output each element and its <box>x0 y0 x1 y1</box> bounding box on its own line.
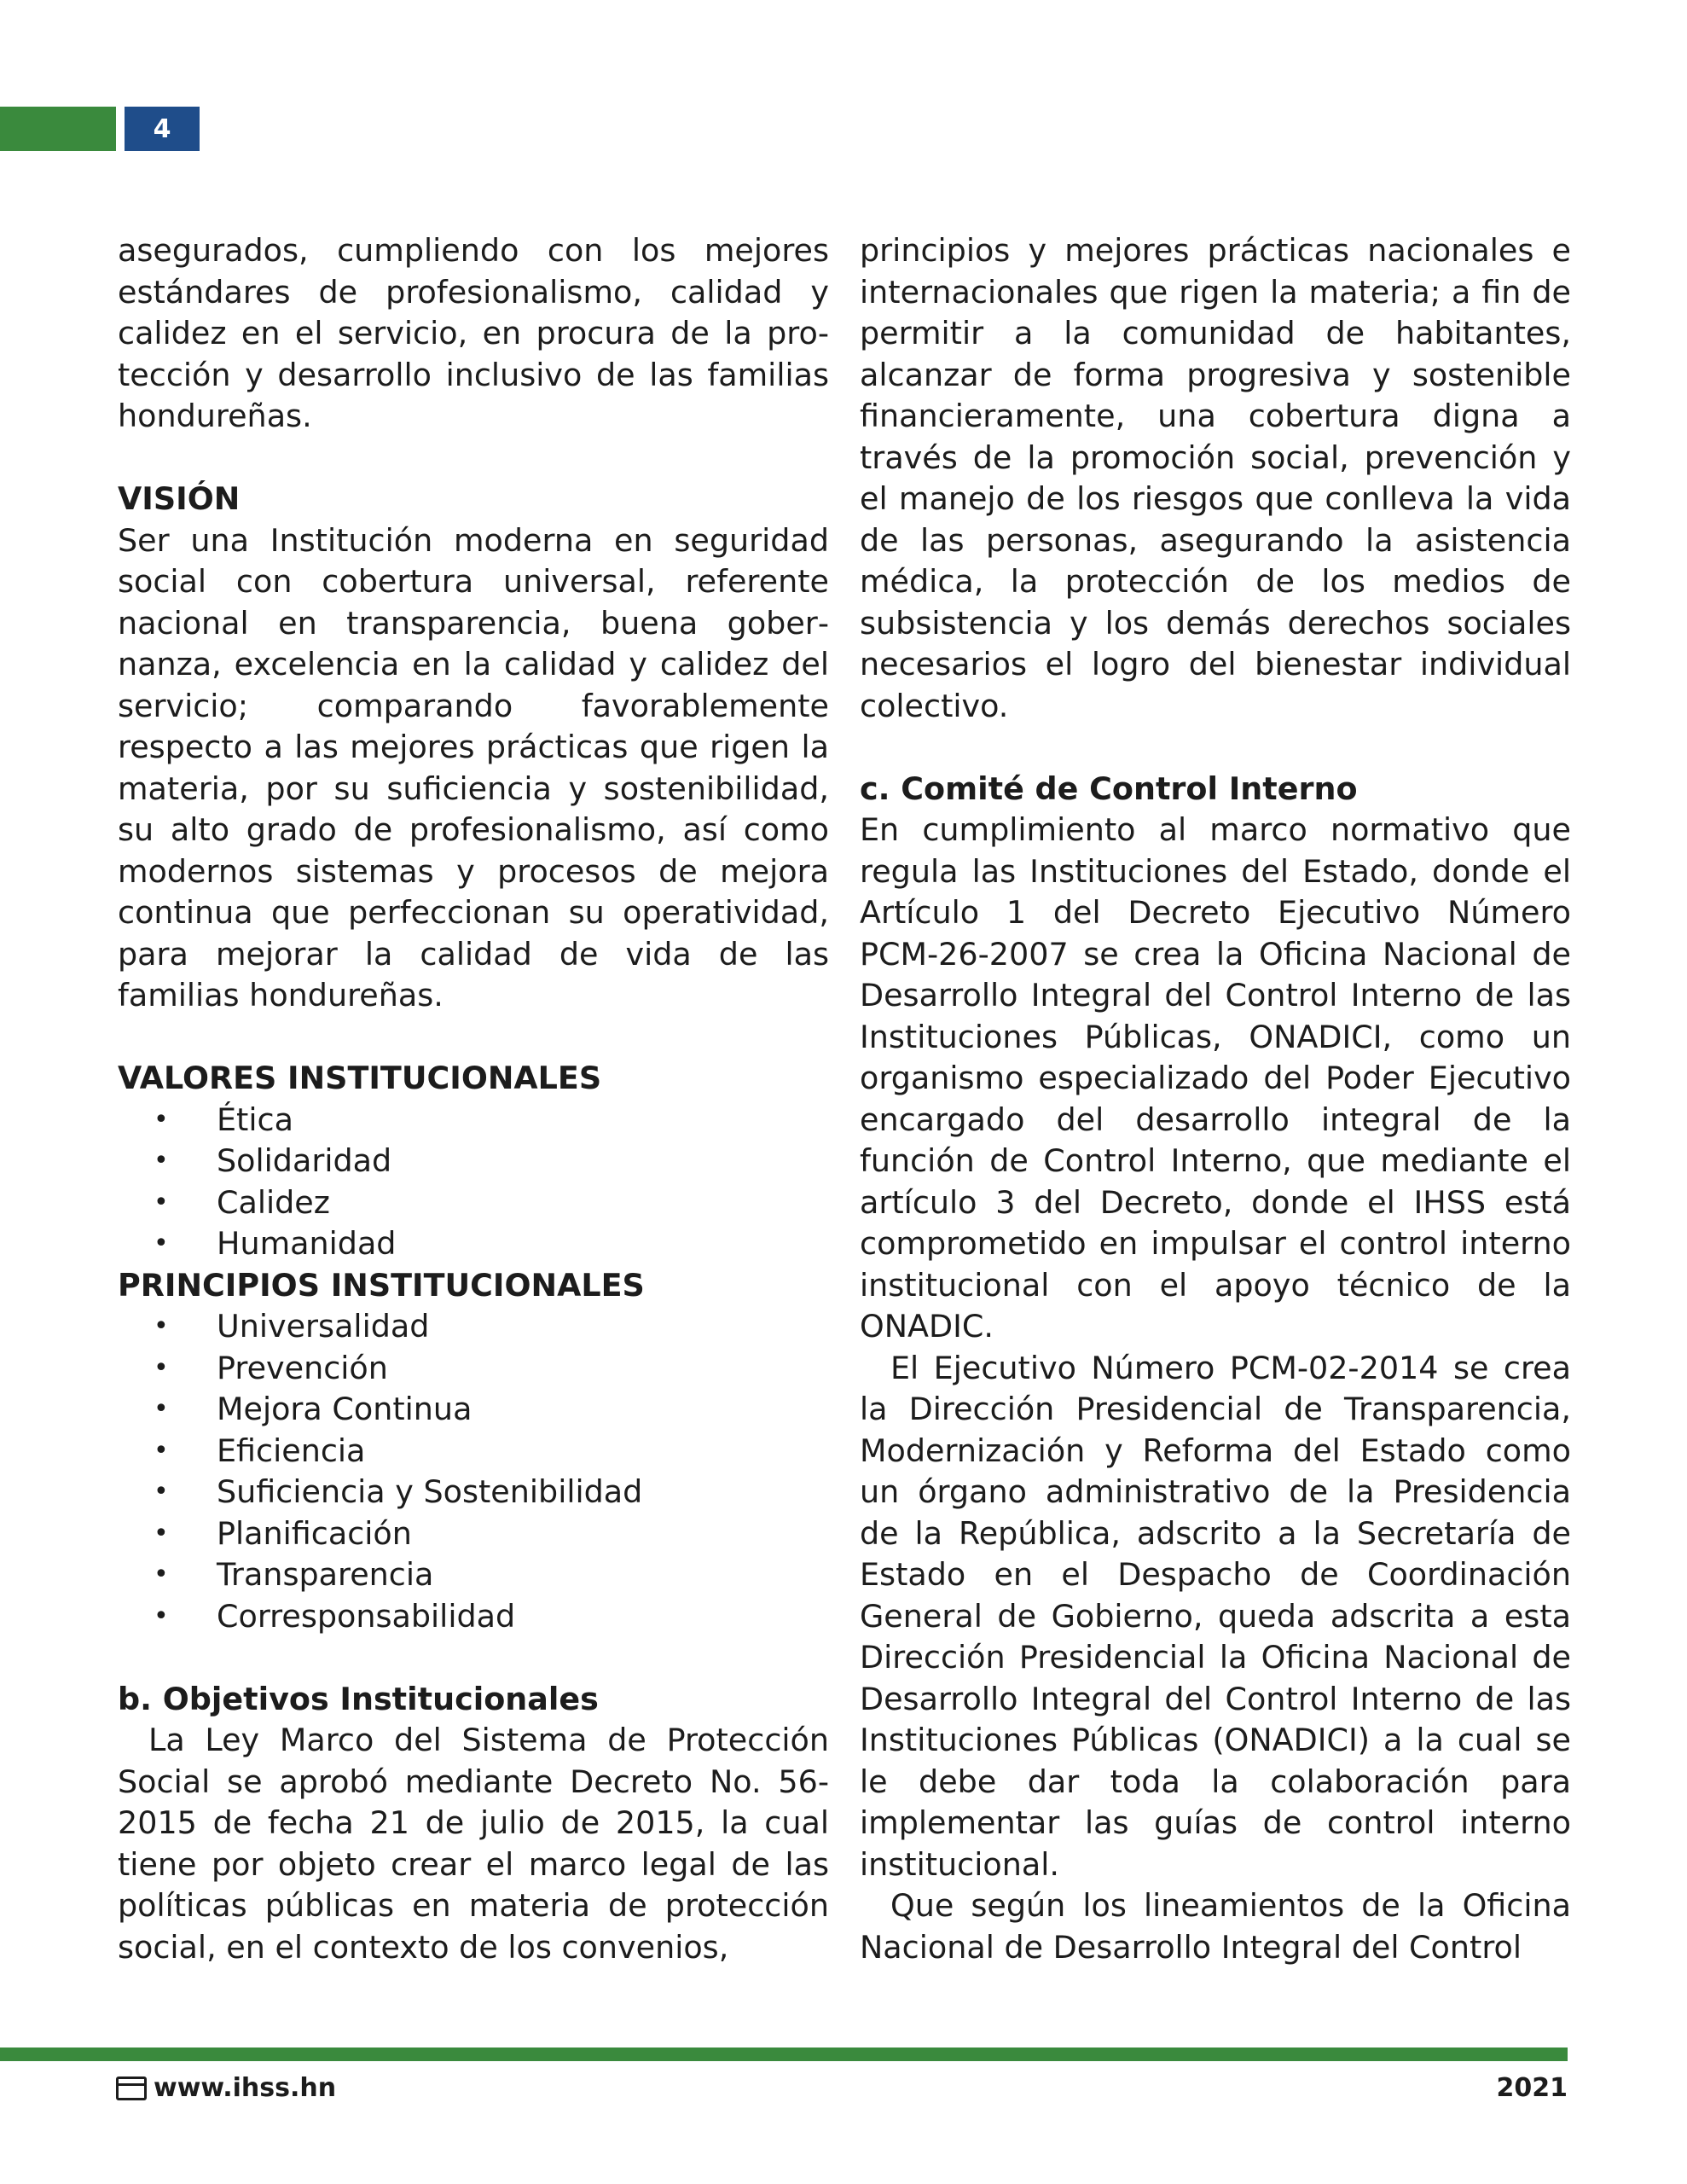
list-item: • Prevención <box>118 1348 829 1390</box>
comite-heading: c. Comité de Control Interno <box>860 770 1358 807</box>
bullet-icon: • <box>154 1435 169 1466</box>
website-link[interactable]: www.ihss.hn <box>154 2073 337 2103</box>
list-item: • Humanidad <box>118 1223 829 1265</box>
bullet-icon: • <box>154 1518 169 1548</box>
footer-year: 2021 <box>1496 2073 1568 2103</box>
principios-list <box>118 1306 829 1637</box>
list-item: • Ética <box>118 1100 829 1141</box>
footer-accent-bar <box>0 2048 1568 2061</box>
page-number: 4 <box>125 107 200 151</box>
bullet-icon: • <box>154 1146 169 1176</box>
left-column <box>118 230 829 1968</box>
list-item: • Calidez <box>118 1182 829 1224</box>
valores-list <box>118 1100 829 1265</box>
footer-website <box>116 2073 336 2103</box>
vision-heading: VISIÓN <box>118 480 241 517</box>
bullet-icon: • <box>154 1187 169 1217</box>
valores-heading: VALORES INSTITUCIONALES <box>118 1060 602 1096</box>
intro-paragraph: asegurados, cumpliendo con los mejores estándares de profesionalismo, calidad y calidez en el servicio, en procura de la protección y desarrollo inclusivo de las familias hondureñas. <box>118 232 829 434</box>
list-item: • Mejora Continua <box>118 1389 829 1431</box>
list-item: • Solidaridad <box>118 1141 829 1182</box>
bullet-icon: • <box>154 1311 169 1341</box>
bullet-icon: • <box>154 1104 169 1135</box>
bullet-icon: • <box>154 1228 169 1258</box>
bullet-icon: • <box>154 1560 169 1589</box>
comite-paragraph-3: Que según los lineamientos de la Oficina Nacional de Desarrollo Integral del Control <box>860 1887 1571 1966</box>
list-item: • Universalidad <box>118 1306 829 1348</box>
list-item: • Corresponsabilidad <box>118 1596 829 1638</box>
right-column <box>860 230 1571 1968</box>
list-item: • Suficiencia y Sostenibilidad <box>118 1472 829 1513</box>
vision-paragraph: Ser una Institución moderna en seguridad social con cobertura universal, referente nacional en transparencia, buena gobernanza, excelencia en la calidad y calidez del servicio; comparando favorablemente respecto a las mejores prácticas que rigen la materia, por su suficiencia y sostenibilidad, su alto grado de profesionalismo, así como modernos sistemas y procesos de mejora continua que perfeccionan su operatividad, para mejorar la calidad de vida de las familias hondureñas. <box>118 521 829 1014</box>
bullet-icon: • <box>154 1600 169 1631</box>
principios-heading: PRINCIPIOS INSTITUCIONALES <box>118 1266 645 1304</box>
list-item: • Planificación <box>118 1513 829 1555</box>
bullet-icon: • <box>154 1477 169 1507</box>
comite-paragraph-1: En cumplimiento al marco normativo que regula las Instituciones del Estado, donde el Artículo 1 del Decreto Ejecutivo Número PCM-26-2007 se crea la Oficina Nacional de Desarrollo Integral del Control Interno de las Instituciones Públicas, ONADICI, como un organismo especializado del Poder Ejecutivo encargado del desarrollo integral de la función de Control Interno, que mediante el artículo 3 del Decreto, donde el IHSS está comprometido en impulsar el control interno institucional con el apoyo técnico de la ONADIC. <box>860 811 1571 1345</box>
bullet-icon: • <box>154 1394 169 1424</box>
objetivos-paragraph: La Ley Marco del Sistema de Protección Social se aprobó mediante Decreto No. 56-2015 de fecha 21 de julio de 2015, la cual tiene por objeto crear el marco legal de las políticas públicas en materia de protección social, en el contexto de los convenios, <box>118 1722 829 1966</box>
objetivos-heading: b. Objetivos Institucionales <box>118 1680 599 1717</box>
comite-paragraph-2: El Ejecutivo Número PCM-02-2014 se crea la Dirección Presidencial de Transparencia, Modernización y Reforma del Estado como un órgano administrativo de la Presidencia de la República, adscrito a la Secretaría de Estado en el Despacho de Coordinación General de Gobierno, queda adscrita a esta Dirección Presidencial la Oficina Nacional de Desarrollo Integral del Control Interno de las Instituciones Públicas (ONADICI) a la cual se le debe dar toda la colaboración para implementar las guías de control interno institucional. <box>860 1349 1571 1883</box>
header-accent-bar <box>0 107 116 151</box>
browser-window-icon <box>116 2077 147 2100</box>
continuation-paragraph: principios y mejores prácticas nacionales e internacionales que rigen la materia; a fin de permitir a la comunidad de habitantes, alcanzar de forma progresiva y sostenible financieramente, una cobertura digna a través de la promoción social, prevención y el manejo de los riesgos que conlleva la vida de las personas, asegurando la asistencia médica, la protección de los medios de subsistencia y los demás derechos sociales necesarios el logro del bienestar individual colectivo. <box>860 232 1571 724</box>
list-item: • Eficiencia <box>118 1431 829 1472</box>
bullet-icon: • <box>154 1352 169 1383</box>
list-item: • Transparencia <box>118 1554 829 1596</box>
